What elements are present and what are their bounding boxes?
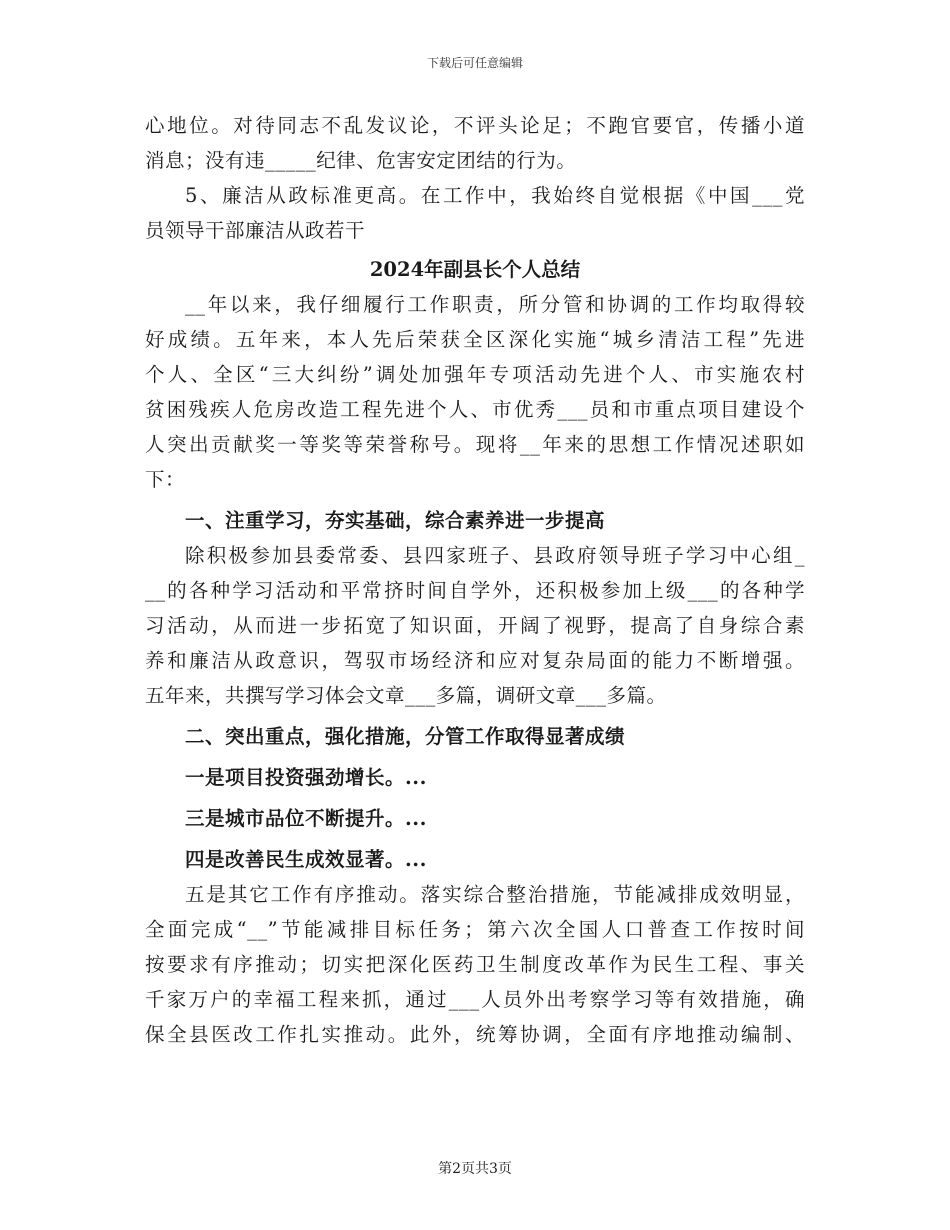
subsection-item: 四是改善民生成效显著。... bbox=[185, 848, 427, 871]
paragraph-line: 人突出贡献奖一等奖等荣誉称号。现将__年来的思想工作情况述职如 bbox=[145, 433, 805, 456]
paragraph-line: 除积极参加县委常委、县四家班子、县政府领导班子学习中心组_ bbox=[185, 544, 805, 567]
paragraph-line: 个人、全区“三大纠纷”调处加强年专项活动先进个人、市实施农村 bbox=[145, 363, 805, 386]
paragraph-line: 下： bbox=[145, 468, 186, 491]
paragraph-line: 五年来，共撰写学习体会文章___多篇，调研文章___多篇。 bbox=[145, 684, 667, 707]
paragraph-line: 员领导干部廉洁从政若干 bbox=[145, 219, 366, 242]
document-body bbox=[145, 108, 805, 1052]
subsection-item: 一是项目投资强劲增长。... bbox=[185, 766, 427, 789]
paragraph-line: 5、廉洁从政标准更高。在工作中，我始终自觉根据《中国___党 bbox=[185, 184, 805, 207]
paragraph-line: 五是其它工作有序推动。落实综合整治措施，节能减排成效明显， bbox=[185, 883, 805, 906]
paragraph-line: 养和廉洁从政意识，驾驭市场经济和应对复杂局面的能力不断增强。 bbox=[145, 649, 805, 672]
paragraph-line: 心地位。对待同志不乱发议论，不评头论足；不跑官要官，传播小道 bbox=[145, 114, 805, 137]
paragraph-line: 全面完成“__”节能减排目标任务；第六次全国人口普查工作按时间 bbox=[145, 918, 805, 941]
paragraph-line: 贫困残疾人危房改造工程先进个人、市优秀___员和市重点项目建设个 bbox=[145, 398, 805, 421]
paragraph-line: 千家万户的幸福工程来抓，通过___人员外出考察学习等有效措施，确 bbox=[145, 988, 805, 1011]
paragraph-line: 按要求有序推动；切实把深化医药卫生制度改革作为民生工程、事关 bbox=[145, 953, 805, 976]
paragraph-line: 习活动，从而进一步拓宽了知识面，开阔了视野，提高了自身综合素 bbox=[145, 614, 805, 637]
page-header: 下载后可任意编辑 bbox=[426, 56, 523, 70]
document-title: 2024年副县长个人总结 bbox=[369, 258, 581, 281]
paragraph-line: __年以来，我仔细履行工作职责，所分管和协调的工作均取得较 bbox=[185, 293, 805, 316]
paragraph-line: 好成绩。五年来，本人先后荣获全区深化实施“城乡清洁工程”先进 bbox=[145, 328, 805, 351]
page-number: 第2页共3页 bbox=[438, 1161, 512, 1177]
paragraph-line: 消息；没有违_____纪律、危害安定团结的行为。 bbox=[145, 149, 577, 172]
section-heading: 二、突出重点，强化措施，分管工作取得显著成绩 bbox=[185, 725, 626, 748]
subsection-item: 三是城市品位不断提升。... bbox=[185, 807, 427, 830]
paragraph-line: 保全县医改工作扎实推动。此外，统筹协调，全面有序地推动编制、 bbox=[145, 1023, 805, 1046]
paragraph-line: __的各种学习活动和平常挤时间自学外，还积极参加上级___的各种学 bbox=[145, 579, 805, 602]
section-heading: 一、注重学习，夯实基础，综合素养进一步提高 bbox=[185, 509, 606, 532]
